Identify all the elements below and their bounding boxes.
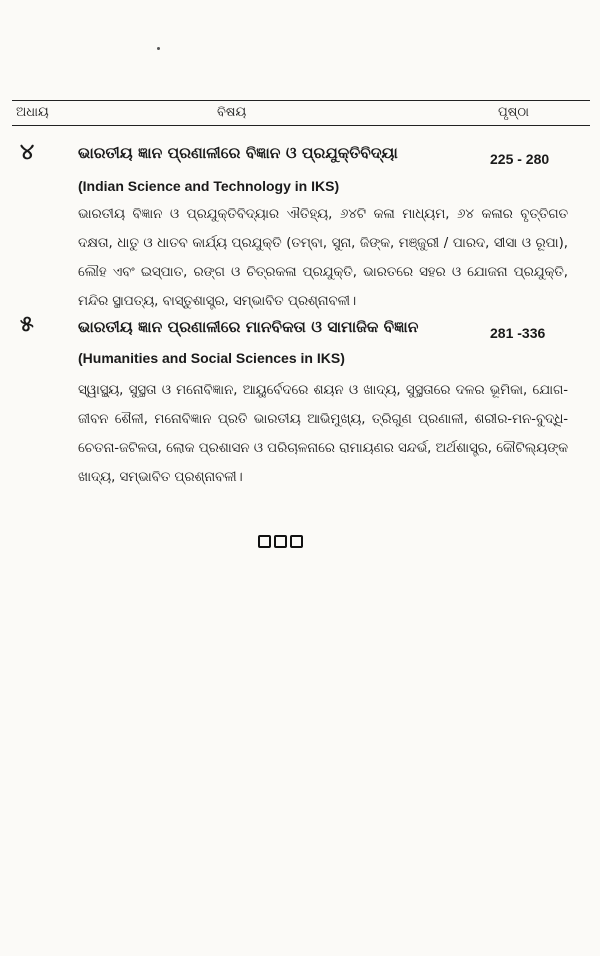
header-page: ପୃଷ୍ଠା <box>498 105 529 120</box>
chapter-number: ୪ <box>20 140 35 165</box>
square-mark <box>290 535 303 548</box>
page-range: 225 - 280 <box>490 151 550 167</box>
chapter-number: ୫ <box>20 312 34 337</box>
chapter-title: ଭାରତୀୟ ଜ୍ଞାନ ପ୍ରଣାଳୀରେ ମାନବିକତା ଓ ସାମାଜିକ ବିଜ୍ଞାନ <box>78 318 419 336</box>
paper-speck <box>157 47 160 50</box>
chapter-topics: ସ୍ୱାସ୍ଥ୍ୟ, ସୁସ୍ଥତା ଓ ମନୋବିଜ୍ଞାନ, ଆୟୁର୍ବେଦରେ ଶୟନ ଓ ଖାଦ୍ୟ, ସୁସ୍ଥତାରେ ଦଳର ଭୂମିକା, ଯୋଗ-ଜୀବନ ଶୈଳୀ, ମନୋବିଜ୍ଞାନ ପ୍ରତି ଭାରତୀୟ ଆଭିମୁଖ୍ୟ, ତ୍ରିଗୁଣ ପ୍ରଣାଳୀ, ଶରୀର-ମନ-ବୁଦ୍ଧି-ଚେତନା-ଜଟିଳତା, ଲୋକ ପ୍ରଶାସନ ଓ ପରିଚାଳନାରେ ରାମାୟଣର ସନ୍ଦର୍ଭ, ଅର୍ଥଶାସ୍ତ୍ର, କୌଟିଲ୍ୟଙ୍କ ଖାଦ୍ୟ, ସମ୍ଭାବିତ ପ୍ରଶ୍ନାବଳୀ। <box>78 383 568 485</box>
contents-table-header <box>12 100 590 126</box>
chapter-subtitle: (Indian Science and Technology in IKS) <box>78 178 340 194</box>
chapter-topics: ଭାରତୀୟ ବିଜ୍ଞାନ ଓ ପ୍ରଯୁକ୍ତିବିଦ୍ୟାର ଐତିହ୍ୟ, ୬୪ଟି କଳା ମାଧ୍ୟମ, ୬୪ କଳାର ବୃତ୍ତିଗତ ଦକ୍ଷତା, ଧାତୁ ଓ ଧାତବ କାର୍ଯ୍ୟ ପ୍ରଯୁକ୍ତି (ତମ୍ବା, ସୁନା, ଜିଙ୍କ, ମଞ୍ଜୁରୀ / ପାରଦ, ସୀସା ଓ ରୂପା), ଲୌହ ଏବଂ ଇସ୍ପାତ, ରଙ୍ଗ ଓ ଚିତ୍ରକଳା ପ୍ରଯୁକ୍ତି, ଭାରତରେ ସହର ଓ ଯୋଜନା ପ୍ରଯୁକ୍ତି, ମନ୍ଦିର ସ୍ଥାପତ୍ୟ, ବାସ୍ତୁଶାସ୍ତ୍ର, ସମ୍ଭାବିତ ପ୍ରଶ୍ନାବଳୀ। <box>78 207 568 309</box>
square-mark <box>274 535 287 548</box>
header-subject: ବିଷୟ <box>217 105 247 120</box>
chapter-title: ଭାରତୀୟ ଜ୍ଞାନ ପ୍ରଣାଳୀରେ ବିଜ୍ଞାନ ଓ ପ୍ରଯୁକ୍ତିବିଦ୍ୟା <box>78 144 398 162</box>
page-range: 281 -336 <box>490 325 546 341</box>
square-mark <box>258 535 271 548</box>
header-chapter: ଅଧାୟ <box>16 105 49 120</box>
end-of-section-mark <box>258 535 303 548</box>
chapter-subtitle: (Humanities and Social Sciences in IKS) <box>78 350 345 366</box>
